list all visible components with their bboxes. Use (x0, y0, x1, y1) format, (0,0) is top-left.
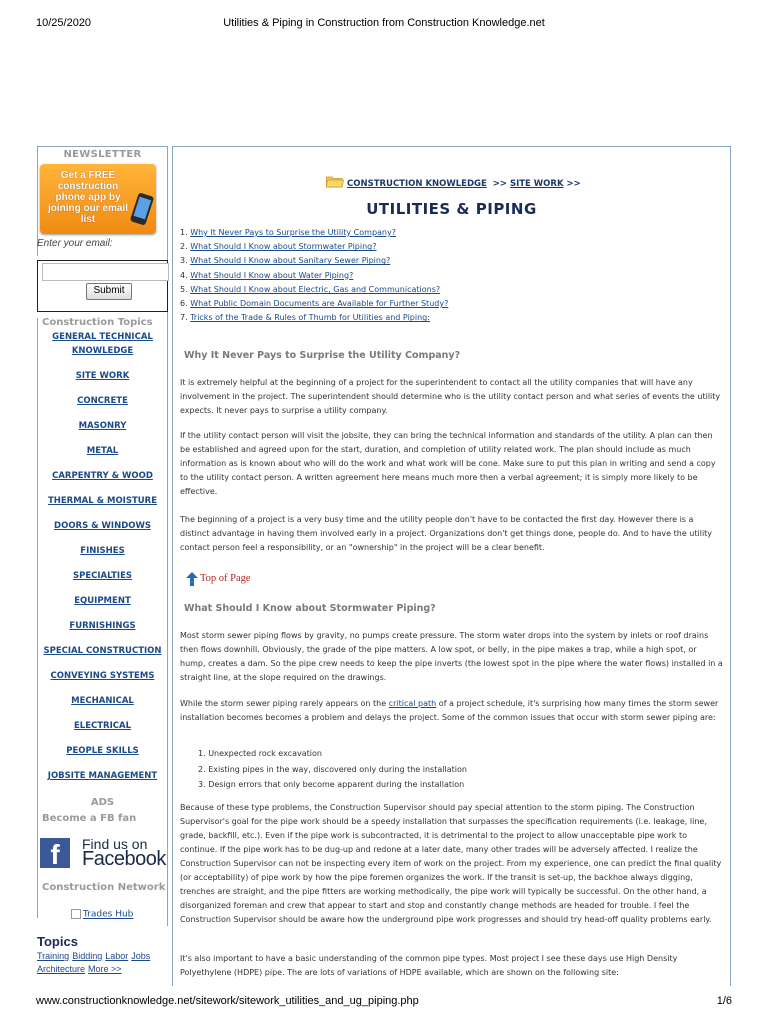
section-heading-stormwater: What Should I Know about Stormwater Piping? (184, 603, 436, 614)
breadcrumb (347, 179, 581, 189)
topics-links (37, 950, 167, 976)
list-item: 1. Unexpected rock excavation (198, 749, 322, 758)
breadcrumb-sep: >> (566, 179, 581, 189)
list-item: 2. Existing pipes in the way, discovered only during the installation (198, 764, 467, 774)
toc-item (180, 254, 448, 268)
topic-jobsite-management[interactable]: JOBSITE MANAGEMENT (47, 771, 158, 781)
topic-furnishings[interactable]: FURNISHINGS (69, 621, 136, 631)
page-title: UTILITIES & PIPING (366, 200, 537, 218)
breadcrumb-sep: >> (492, 179, 507, 189)
fb-find-us-text[interactable]: Find us on (82, 836, 148, 852)
toc-item (180, 283, 448, 297)
topics-heading: Topics (37, 934, 78, 949)
topic-link-labor[interactable]: Labor (105, 951, 129, 961)
topic-thermal-moisture[interactable]: THERMAL & MOISTURE (47, 496, 158, 506)
topic-electrical[interactable]: ELECTRICAL (73, 721, 131, 731)
breadcrumb-site-work[interactable]: SITE WORK (509, 179, 564, 189)
topic-doors-windows[interactable]: DOORS & WINDOWS (54, 521, 151, 531)
print-date: 10/25/2020 (36, 17, 92, 29)
topic-conveying-systems[interactable]: CONVEYING SYSTEMS (50, 671, 155, 681)
topic-metal[interactable]: METAL (86, 446, 119, 456)
toc-item (180, 297, 448, 311)
print-title: Utilities & Piping in Construction from Construction Knowledge.net (223, 17, 545, 29)
toc-number: 7. (180, 313, 188, 323)
sidebar-top-border (37, 146, 168, 147)
submit-button[interactable]: Submit (86, 283, 132, 300)
sidebar-left-border-lower (37, 318, 38, 918)
trades-hub-link[interactable] (71, 909, 133, 920)
top-of-page-text: Top of Page (200, 573, 251, 584)
construction-network-label: Construction Network (42, 882, 166, 893)
topic-general-technical-knowledge[interactable]: GENERAL TECHNICAL KNOWLEDGE (52, 332, 153, 356)
phone-app-ad[interactable] (40, 164, 156, 234)
paragraph (180, 697, 724, 725)
toc-link[interactable]: What Should I Know about Sanitary Sewer Piping? (190, 256, 391, 266)
print-page-number: 1/6 (716, 995, 732, 1007)
construction-topics-title: Construction Topics (42, 317, 153, 328)
broken-image-icon (71, 909, 81, 919)
topic-equipment[interactable]: EQUIPMENT (74, 596, 131, 606)
list-item: 3. Design errors that only become apparent during the installation (198, 780, 465, 789)
paragraph: If the utility contact person will visit the jobsite, they can bring the technical information and standards of the utility. A plan can then be established and agreed upon for the start, duration, and completion of utility related work. The plan should include as much information as is known about who will do the work and what work will be cone. Make sure to put this plan in writing and send a copy to the utility contact person. A written agreement here means much more then a verbal agreement; it is simply more likely to be effective. (180, 431, 716, 496)
email-input[interactable] (42, 263, 169, 281)
folder-icon (326, 176, 344, 188)
issues-list (198, 746, 467, 793)
paragraph: Because of these type problems, the Construction Supervisor should pay special attention to the storm piping. The Construction Supervisor's goal for the pipe work should be a speedy installation that surpasses the specification requirements (i.e. leakage, line, grade, backfill, etc.). Even if the pipe work is subcontracted, it is detrimental to the project to allow unacceptable pipe work to continue. If the pipe work has to be dug-up and redone at a later date, many other trades will be adversely affected. I realize the Construction Supervisor can not be inspecting every item of work on the project. From my experience, one can predict the final quality (or acceptability) of pipe work by how the pipe foremen organizes the work. If the transit is set-up, the backhoe always digging, trenches are straight, and the pipe fitters are working methodically, the pipe work will typically be successful. On the other hand, a disorganized foreman and crew that appear to start and stop and constantly change methods are headed for trouble. I feel the Construction Supervisor should be aware how the underground pipe work progresses and should try head-off quality problems early. (180, 803, 722, 924)
topic-link-architecture[interactable]: Architecture (37, 964, 86, 974)
breadcrumb-root[interactable]: CONSTRUCTION KNOWLEDGE (347, 179, 487, 189)
toc-number: 6. (180, 299, 188, 309)
phone-app-ad-text: Get a FREE construction phone app by joining our email list (47, 170, 128, 225)
topic-masonry[interactable]: MASONRY (78, 421, 127, 431)
newsletter-title: NEWSLETTER (63, 149, 142, 160)
toc-number: 1. (180, 228, 188, 237)
topic-link-training[interactable]: Training (37, 951, 70, 961)
section-heading-utility: Why It Never Pays to Surprise the Utility Company? (184, 350, 461, 361)
topic-concrete[interactable]: CONCRETE (77, 396, 128, 406)
topic-carpentry-wood[interactable]: CARPENTRY & WOOD (52, 471, 153, 481)
up-arrow-icon (186, 572, 198, 586)
topic-link-more[interactable]: More >> (88, 964, 122, 974)
email-label: Enter your email: (37, 238, 113, 249)
table-of-contents (180, 226, 448, 325)
toc-link[interactable]: Tricks of the Trade & Rules of Thumb for Utilities and Piping: (190, 313, 430, 323)
paragraph: Most storm sewer piping flows by gravity, no pumps create pressure. The storm water drops into the system by inlets or roof drains then flows downhill. Obviously, the grade of the pipe matters. A low spot, or belly, in the pipe makes a trap, while a high spot, or hump, creates a dam. So the pipe crew needs to keep the pipe inverts (the lowest spot in the pipe where the water flows) installed in a straight line, at the slope required on the drawings. (180, 631, 723, 682)
phone-icon (130, 192, 154, 225)
toc-link[interactable]: What Public Domain Documents are Available for Further Study? (190, 299, 449, 309)
trades-hub-text: Trades Hub (83, 909, 134, 920)
ads-label: ADS (90, 797, 115, 808)
toc-item (180, 269, 448, 283)
toc-link[interactable]: What Should I Know about Water Piping? (190, 270, 354, 280)
toc-item (180, 311, 448, 325)
topic-mechanical[interactable]: MECHANICAL (71, 696, 134, 706)
toc-number: 3. (180, 256, 188, 266)
toc-link[interactable]: What Should I Know about Electric, Gas and Communications? (190, 284, 441, 294)
toc-number: 5. (180, 284, 188, 294)
critical-path-link[interactable]: critical path (388, 699, 437, 708)
toc-number: 4. (180, 270, 188, 280)
toc-item (180, 226, 448, 240)
topic-link-jobs[interactable]: Jobs (131, 951, 151, 961)
topic-specialties[interactable]: SPECIALTIES (72, 571, 133, 581)
toc-link[interactable]: Why It Never Pays to Surprise the Utility Company? (190, 228, 396, 237)
topic-link-bidding[interactable]: Bidding (72, 951, 103, 961)
fb-facebook-text[interactable]: Facebook (82, 848, 166, 870)
topic-site-work[interactable]: SITE WORK (75, 371, 130, 381)
toc-link[interactable]: What Should I Know about Stormwater Piping? (190, 242, 377, 252)
text: While the storm sewer piping rarely appears on the (180, 699, 389, 708)
fb-fan-label: Become a FB fan (42, 813, 137, 824)
paragraph: It's also important to have a basic understanding of the common pipe types. Most project I see these days use High Density Polyethylene (HDPE) pipe. The are lots of variations of HDPE available, which are shown on the following site: (180, 954, 678, 977)
print-url: www.constructionknowledge.net/sitework/sitework_utilities_and_ug_piping.php (36, 995, 419, 1007)
text: of a project schedule, it's surprising how many times the storm sewer installation becomes becomes a problem and delays the project. Some of the common issues that occur with storm sewer piping are: (180, 699, 719, 722)
paragraph: It is extremely helpful at the beginning of a project for the superintendent to contact all the utility companies that will have any involvement in the project. The superintendent should determine who is the utility contact person and what series of events the utility expects. It never pays to surprise a utility company. (180, 378, 721, 415)
topic-special-construction[interactable]: SPECIAL CONSTRUCTION (43, 646, 162, 656)
paragraph: The beginning of a project is a very busy time and the utility people don't have to be contacted the first day. However there is a distinct advantage in having them involved early in a project. Organizations don't get things done, people do. And to have the utility contact person feel a responsibility, or an "ownership" in the project will be a clear benefit. (180, 515, 713, 552)
toc-number: 2. (180, 242, 188, 252)
facebook-icon[interactable]: f (40, 838, 70, 868)
topic-people-skills[interactable]: PEOPLE SKILLS (66, 746, 139, 756)
toc-item (180, 240, 448, 254)
topic-finishes[interactable]: FINISHES (80, 546, 125, 556)
